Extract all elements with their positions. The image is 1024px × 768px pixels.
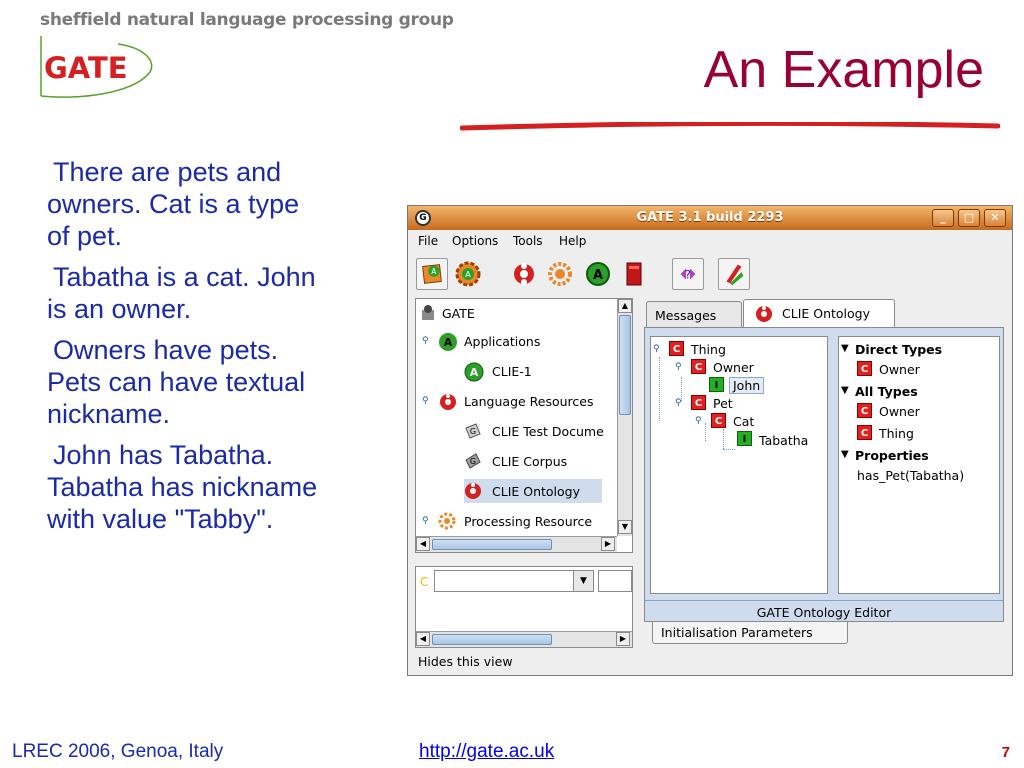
tab-clie-ontology[interactable]: CLIE Ontology: [743, 299, 895, 327]
panel-letter: C: [420, 575, 429, 589]
datastore-icon[interactable]: [618, 258, 650, 290]
annotation-diff-icon[interactable]: [718, 258, 750, 290]
title-underline: [460, 122, 1000, 132]
load-application-icon[interactable]: [416, 258, 448, 290]
svg-text:G: G: [469, 457, 477, 466]
class-icon: C: [857, 425, 872, 440]
resource-tree-hscroll[interactable]: [416, 536, 617, 552]
menu-bar: [408, 230, 1012, 252]
window-titlebar[interactable]: [408, 206, 1012, 230]
collapse-icon: ▼: [841, 343, 849, 354]
bullet-item: Tabatha is a cat. John is an owner.: [47, 262, 316, 324]
maximize-button[interactable]: □: [958, 209, 980, 227]
svg-text:A: A: [469, 366, 479, 379]
resource-tree-vscroll[interactable]: [617, 299, 632, 536]
status-bar: Hides this view: [418, 654, 513, 669]
new-processing-resource-icon[interactable]: [544, 258, 576, 290]
scroll-left-button[interactable]: ◀: [416, 537, 430, 551]
processing-resources-icon: [438, 512, 456, 530]
tab-initialisation-parameters[interactable]: Initialisation Parameters: [652, 622, 848, 644]
view-input[interactable]: [598, 570, 632, 592]
class-hierarchy-tree: ⚲ C Thing ⚲ C Owner I John ⚲ C Pet ⚲ C Cat I Tabatha: [650, 336, 828, 594]
ontology-editor-frame: [644, 327, 1004, 622]
svg-text:A: A: [465, 270, 471, 279]
expander-icon[interactable]: ⚲: [695, 416, 702, 426]
gate-logo: [38, 34, 156, 100]
page-number: 7: [1001, 744, 1010, 761]
svg-text:A: A: [431, 267, 437, 276]
expander-icon[interactable]: ⚲: [653, 344, 660, 354]
scroll-up-button[interactable]: ▲: [618, 299, 632, 313]
view-combo-box[interactable]: [434, 570, 594, 592]
bullet-item: Owners have pets. Pets can have textual nickname.: [47, 335, 306, 429]
collapse-icon: ▼: [841, 449, 849, 460]
menu-help[interactable]: Help: [559, 234, 587, 248]
instance-icon: I: [737, 431, 752, 446]
scroll-down-button[interactable]: ▼: [618, 520, 632, 534]
minimize-button[interactable]: _: [932, 209, 954, 227]
help-icon[interactable]: [672, 258, 704, 290]
bullet-item: John has Tabatha. Tabatha has nickname with value "Tabby".: [47, 440, 318, 534]
scroll-thumb[interactable]: [619, 315, 631, 415]
gate-app-icon: G: [415, 210, 431, 226]
svg-text:?: ?: [685, 268, 691, 282]
ontology-resource-icon: [464, 482, 482, 500]
details-panel: ▼ Direct Types C Owner ▼ All Types C Owner C Thing ▼ Properties has_Pet(Tabatha): [838, 336, 1000, 594]
bullet-item: There are pets and owners. Cat is a type of pet.: [47, 157, 300, 251]
language-resources-icon: [438, 392, 458, 412]
new-application-icon-2[interactable]: [582, 258, 614, 290]
bullet-list: [47, 156, 397, 544]
expander-icon[interactable]: ⚲: [422, 516, 429, 526]
collapse-icon: ▼: [841, 385, 849, 396]
menu-file[interactable]: File: [418, 234, 439, 248]
gate-logo-text: GATE: [44, 51, 128, 85]
class-icon: C: [691, 395, 706, 410]
svg-text:A: A: [592, 268, 604, 283]
tree-item-clie-ontology[interactable]: CLIE Ontology: [464, 479, 602, 503]
close-button[interactable]: ✕: [984, 209, 1006, 227]
svg-text:G: G: [469, 427, 477, 436]
scroll-thumb[interactable]: [432, 539, 552, 550]
tab-messages[interactable]: Messages: [646, 301, 742, 327]
menu-options[interactable]: Options: [452, 234, 499, 248]
slide-title: An Example: [703, 41, 984, 99]
gate-root-icon: [420, 304, 438, 322]
corpus-icon: [464, 452, 482, 470]
expander-icon[interactable]: ⚲: [675, 362, 682, 372]
small-panel-hscroll[interactable]: [416, 631, 632, 647]
ontology-editor-label[interactable]: GATE Ontology Editor: [645, 600, 1003, 621]
applications-icon: [438, 332, 458, 352]
new-language-resource-icon[interactable]: [508, 258, 540, 290]
scroll-right-button[interactable]: ▶: [616, 632, 630, 646]
menu-tools[interactable]: Tools: [513, 234, 543, 248]
expander-icon[interactable]: ⚲: [675, 398, 682, 408]
small-view-panel: [415, 566, 633, 648]
ontology-tab-icon: [754, 304, 774, 324]
gate-window: [407, 205, 1013, 676]
group-name: sheffield natural language processing group: [40, 10, 454, 30]
resource-tree-panel: GATE ⚲ A Applications A CLIE-1 ⚲ Language Resources G CLIE Test Docume G CLIE Corpus CLIE Ontology ⚲ Processing Resource ▲ ▼ ◀ ▶: [415, 298, 633, 553]
instance-icon: I: [709, 377, 724, 392]
document-icon: [464, 422, 482, 440]
toolbar: [408, 252, 1012, 296]
new-application-icon[interactable]: [452, 258, 484, 290]
window-title: GATE 3.1 build 2293: [636, 210, 784, 225]
expander-icon[interactable]: ⚲: [422, 336, 429, 346]
class-icon: C: [691, 359, 706, 374]
dropdown-arrow-icon[interactable]: ▼: [573, 571, 593, 591]
scroll-left-button[interactable]: ◀: [416, 632, 430, 646]
scroll-thumb[interactable]: [432, 634, 552, 645]
class-icon: C: [857, 403, 872, 418]
expander-icon[interactable]: ⚲: [422, 396, 429, 406]
class-icon: C: [711, 413, 726, 428]
scroll-right-button[interactable]: ▶: [601, 537, 615, 551]
svg-text:A: A: [443, 336, 453, 349]
application-icon: [464, 362, 484, 382]
footer-venue: LREC 2006, Genoa, Italy: [12, 741, 224, 762]
class-icon: C: [857, 361, 872, 376]
class-icon: C: [669, 341, 684, 356]
footer-link[interactable]: http://gate.ac.uk: [419, 741, 555, 762]
